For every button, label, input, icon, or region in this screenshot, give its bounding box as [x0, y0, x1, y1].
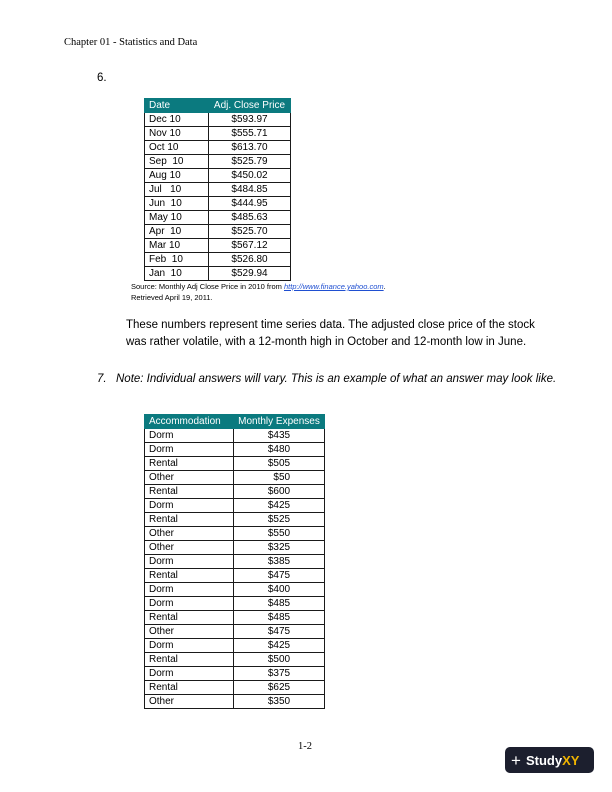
- table-cell-label: Dorm: [145, 583, 234, 597]
- table-row: [145, 443, 325, 457]
- table-cell-label: Mar 10: [145, 239, 209, 253]
- table-cell-label: Dec 10: [145, 113, 209, 127]
- column-header-monthly-expenses: Monthly Expenses: [234, 415, 325, 429]
- table-cell-value: $400: [234, 583, 325, 597]
- table-cell-value: $613.70: [209, 141, 291, 155]
- table-row: [145, 513, 325, 527]
- table-cell-value: $450.02: [209, 169, 291, 183]
- table-row: [145, 667, 325, 681]
- table-cell-label: Dorm: [145, 443, 234, 457]
- table-cell-value: $593.97: [209, 113, 291, 127]
- table-row: [145, 113, 291, 127]
- table-cell-value: $555.71: [209, 127, 291, 141]
- answer-paragraph: These numbers represent time series data. The adjusted close price of the stock was rather volatile, with a 12-month high in October and 12-month low in June.: [126, 319, 535, 348]
- question-7: [97, 373, 556, 385]
- table-header-row: [145, 415, 325, 429]
- table-cell-value: $444.95: [209, 197, 291, 211]
- table-cell-label: Rental: [145, 513, 234, 527]
- table-cell-label: Feb 10: [145, 253, 209, 267]
- page-number: 1-2: [298, 741, 312, 752]
- table-row: [145, 555, 325, 569]
- table-row: [145, 625, 325, 639]
- table-cell-label: Other: [145, 695, 234, 709]
- table-cell-label: Jul 10: [145, 183, 209, 197]
- table-cell-label: Sep 10: [145, 155, 209, 169]
- retrieved-date: Retrieved April 19, 2011.: [131, 293, 213, 302]
- table-cell-label: Jan 10: [145, 267, 209, 281]
- table-row: [145, 639, 325, 653]
- question-7-note: Note: Individual answers will vary. This is an example of what an answer may look like.: [116, 373, 557, 385]
- table-cell-value: $525.79: [209, 155, 291, 169]
- table-cell-label: Other: [145, 527, 234, 541]
- source-link[interactable]: http://www.finance.yahoo.com: [284, 282, 384, 291]
- brand-main: Study: [525, 752, 563, 768]
- table-cell-label: Aug 10: [145, 169, 209, 183]
- table-cell-label: Dorm: [145, 639, 234, 653]
- table-row: [145, 211, 291, 225]
- table-cell-value: $600: [234, 485, 325, 499]
- table-row: [145, 583, 325, 597]
- table-cell-value: $525: [234, 513, 325, 527]
- table-cell-label: Dorm: [145, 555, 234, 569]
- table-cell-label: Apr 10: [145, 225, 209, 239]
- table-cell-value: $475: [234, 625, 325, 639]
- monthly-expenses-rows: [145, 429, 325, 709]
- column-header-date: Date: [145, 99, 209, 113]
- table-cell-label: Rental: [145, 569, 234, 583]
- column-header-adj-close: Adj. Close Price: [209, 99, 291, 113]
- table-cell-label: Nov 10: [145, 127, 209, 141]
- table-cell-label: Other: [145, 471, 234, 485]
- table-row: [145, 681, 325, 695]
- table-cell-label: Dorm: [145, 429, 234, 443]
- question-6-number: 6.: [97, 72, 107, 84]
- table-cell-label: Rental: [145, 611, 234, 625]
- table-cell-label: Oct 10: [145, 141, 209, 155]
- table-cell-label: Rental: [145, 485, 234, 499]
- table-cell-value: $385: [234, 555, 325, 569]
- table-row: [145, 127, 291, 141]
- table-cell-value: $425: [234, 639, 325, 653]
- table-cell-label: May 10: [145, 211, 209, 225]
- table-cell-value: $350: [234, 695, 325, 709]
- table-cell-label: Jun 10: [145, 197, 209, 211]
- table-cell-value: $485.63: [209, 211, 291, 225]
- table-cell-value: $485: [234, 611, 325, 625]
- table-row: [145, 471, 325, 485]
- column-header-accommodation: Accommodation: [145, 415, 234, 429]
- studyxy-badge[interactable]: [505, 747, 594, 773]
- table-cell-label: Rental: [145, 681, 234, 695]
- table-header-row: [145, 99, 291, 113]
- table-row: [145, 527, 325, 541]
- table-row: [145, 267, 291, 281]
- table-cell-value: $625: [234, 681, 325, 695]
- table-cell-value: $525.70: [209, 225, 291, 239]
- stock-price-rows: [145, 113, 291, 281]
- monthly-expenses-table: [144, 414, 325, 709]
- table-cell-value: $484.85: [209, 183, 291, 197]
- chapter-header: Chapter 01 - Statistics and Data: [64, 37, 198, 48]
- table-cell-value: $325: [234, 541, 325, 555]
- table-row: [145, 239, 291, 253]
- question-7-number: 7.: [97, 373, 107, 385]
- table-cell-value: $526.80: [209, 253, 291, 267]
- table-cell-label: Other: [145, 625, 234, 639]
- table-cell-value: $375: [234, 667, 325, 681]
- table-cell-value: $435: [234, 429, 325, 443]
- table-row: [145, 141, 291, 155]
- table-row: [145, 611, 325, 625]
- table-row: [145, 155, 291, 169]
- table-cell-value: $475: [234, 569, 325, 583]
- table-row: [145, 653, 325, 667]
- table-cell-value: $485: [234, 597, 325, 611]
- stock-price-table: [144, 98, 291, 281]
- table-row: [145, 457, 325, 471]
- table-cell-label: Rental: [145, 457, 234, 471]
- source-suffix: .: [383, 282, 386, 291]
- table-row: [145, 197, 291, 211]
- table-row: [145, 499, 325, 513]
- table-cell-value: $500: [234, 653, 325, 667]
- table-cell-value: $529.94: [209, 267, 291, 281]
- table-row: [145, 541, 325, 555]
- table-row: [145, 169, 291, 183]
- table-row: [145, 569, 325, 583]
- table-row: [145, 695, 325, 709]
- table-cell-label: Other: [145, 541, 234, 555]
- table-cell-value: $505: [234, 457, 325, 471]
- table-row: [145, 253, 291, 267]
- table-row: [145, 183, 291, 197]
- plus-icon: +: [511, 750, 521, 770]
- table-cell-value: $480: [234, 443, 325, 457]
- table-row: [145, 225, 291, 239]
- table-cell-value: $567.12: [209, 239, 291, 253]
- table-cell-value: $425: [234, 499, 325, 513]
- brand-accent: XY: [562, 752, 580, 768]
- table-cell-label: Dorm: [145, 597, 234, 611]
- source-note: [131, 281, 386, 303]
- table-cell-label: Dorm: [145, 499, 234, 513]
- table-cell-label: Rental: [145, 653, 234, 667]
- table-cell-value: $50: [234, 471, 325, 485]
- table-row: [145, 485, 325, 499]
- table-row: [145, 597, 325, 611]
- table-cell-value: $550: [234, 527, 325, 541]
- source-prefix: Source: Monthly Adj Close Price in 2010 from: [131, 282, 284, 291]
- table-cell-label: Dorm: [145, 667, 234, 681]
- table-row: [145, 429, 325, 443]
